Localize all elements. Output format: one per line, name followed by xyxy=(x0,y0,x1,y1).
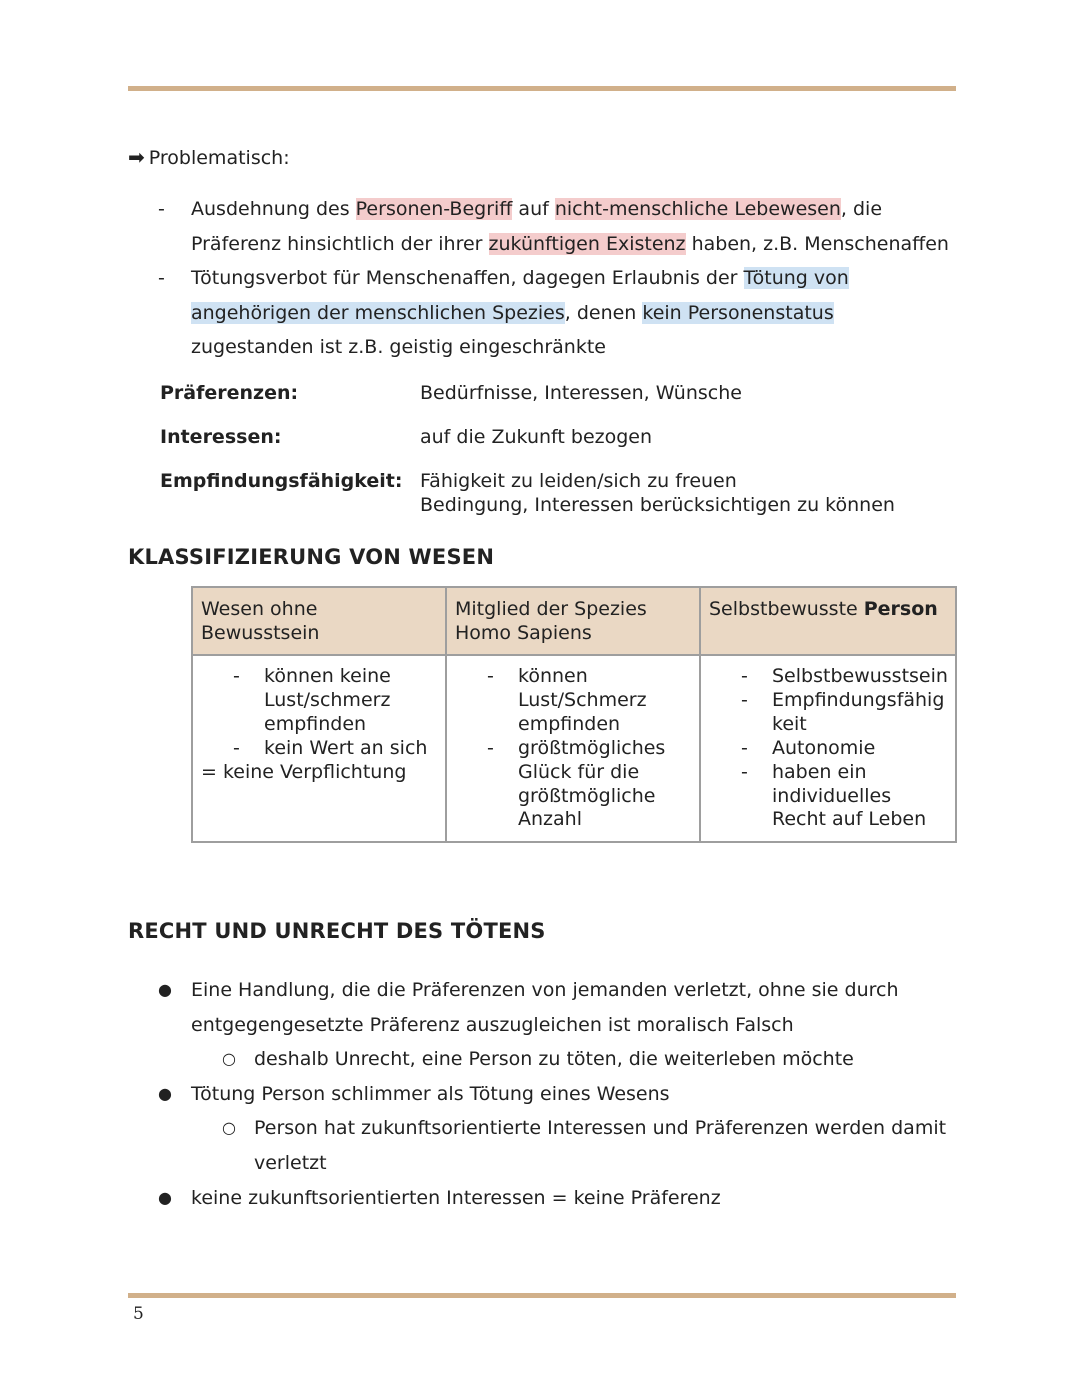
table-cell xyxy=(446,655,700,842)
table-cell: - können keine Lust/schmerz empfinden - kein Wert an sich = keine Verpflichtung xyxy=(192,655,446,842)
list-item: - Selbstbewusstsein xyxy=(741,665,948,687)
top-rule xyxy=(128,86,956,91)
highlight-red: nicht-menschliche Lebewesen xyxy=(554,198,841,220)
list-item: - Ausdehnung des Personen-Begriff auf nicht-menschliche Lebewesen, die Präferenz hinsichtlich der ihrer zukünftigen Existenz haben, z.B. Menschenaffen xyxy=(158,192,958,261)
list-item: - haben ein individuelles Recht auf Leben xyxy=(741,760,927,831)
killing-list xyxy=(160,973,960,1215)
problem-heading: ➡ Problematisch: xyxy=(128,145,290,169)
bullet-circle-icon: ○ xyxy=(222,1049,236,1069)
list-item: - größtmögliches Glück für die größtmögliche Anzahl xyxy=(487,736,666,831)
highlight-red: Personen-Begriff xyxy=(355,198,513,220)
list-item: - Empfindungsfähigkeit xyxy=(741,688,945,735)
highlight-blue: kein Personenstatus xyxy=(642,301,834,324)
list-item: - können keine Lust/schmerz empfinden xyxy=(233,665,391,735)
bullet-circle-icon: ○ xyxy=(222,1118,236,1138)
classification-table xyxy=(191,586,957,843)
table-header-cell: Wesen ohne Bewusstsein xyxy=(192,587,446,655)
list-item: - können Lust/Schmerz empfinden xyxy=(487,665,647,735)
page-number: 5 xyxy=(133,1304,144,1324)
bottom-rule xyxy=(128,1293,956,1298)
highlight-blue: Tötung von angehörigen der menschlichen Spezies xyxy=(191,267,849,324)
table-header-cell: Mitglied der Spezies Homo Sapiens xyxy=(446,587,700,655)
list-item: ● Tötung Person schlimmer als Tötung eines Wesens xyxy=(160,1077,960,1112)
table-cell xyxy=(700,655,956,842)
bullet-dot-icon: ● xyxy=(158,1187,172,1207)
list-item: - Tötungsverbot für Menschenaffen, dagegen Erlaubnis der Tötung von angehörigen der menschlichen Spezies, denen kein Personenstatus zugestanden ist z.B. geistig eingeschränkte xyxy=(158,261,958,365)
sub-list-item: ○ Person hat zukunftsorientierte Interessen und Präferenzen werden damit verletzt xyxy=(160,1111,960,1180)
dash-bullet: - xyxy=(158,198,165,220)
dash-bullet: - xyxy=(158,267,165,290)
bullet-dot-icon: ● xyxy=(158,980,172,999)
table-row xyxy=(192,655,956,842)
list-item: - kein Wert an sich xyxy=(233,736,428,759)
sub-list-item: ○ deshalb Unrecht, eine Person zu töten, die weiterleben möchte xyxy=(160,1042,960,1077)
problem-list xyxy=(158,192,958,365)
list-item: ● keine zukunftsorientierten Interessen = keine Präferenz xyxy=(160,1181,960,1216)
list-item: - Autonomie xyxy=(741,736,876,759)
table-header-cell: Selbstbewusste Person xyxy=(700,587,956,655)
arrow-right-icon: ➡ xyxy=(128,145,145,169)
section-heading-classification: KLASSIFIZIERUNG VON WESEN xyxy=(128,545,495,569)
table-header-row xyxy=(192,587,956,655)
list-item: ● Eine Handlung, die die Präferenzen von jemanden verletzt, ohne sie durch entgegengesetzte Präferenz auszugleichen ist moralisch Falsch xyxy=(160,973,960,1042)
bullet-dot-icon: ● xyxy=(158,1083,172,1103)
section-heading-killing: RECHT UND UNRECHT DES TÖTENS xyxy=(128,919,546,943)
highlight-red: zukünftigen Existenz xyxy=(488,232,686,255)
